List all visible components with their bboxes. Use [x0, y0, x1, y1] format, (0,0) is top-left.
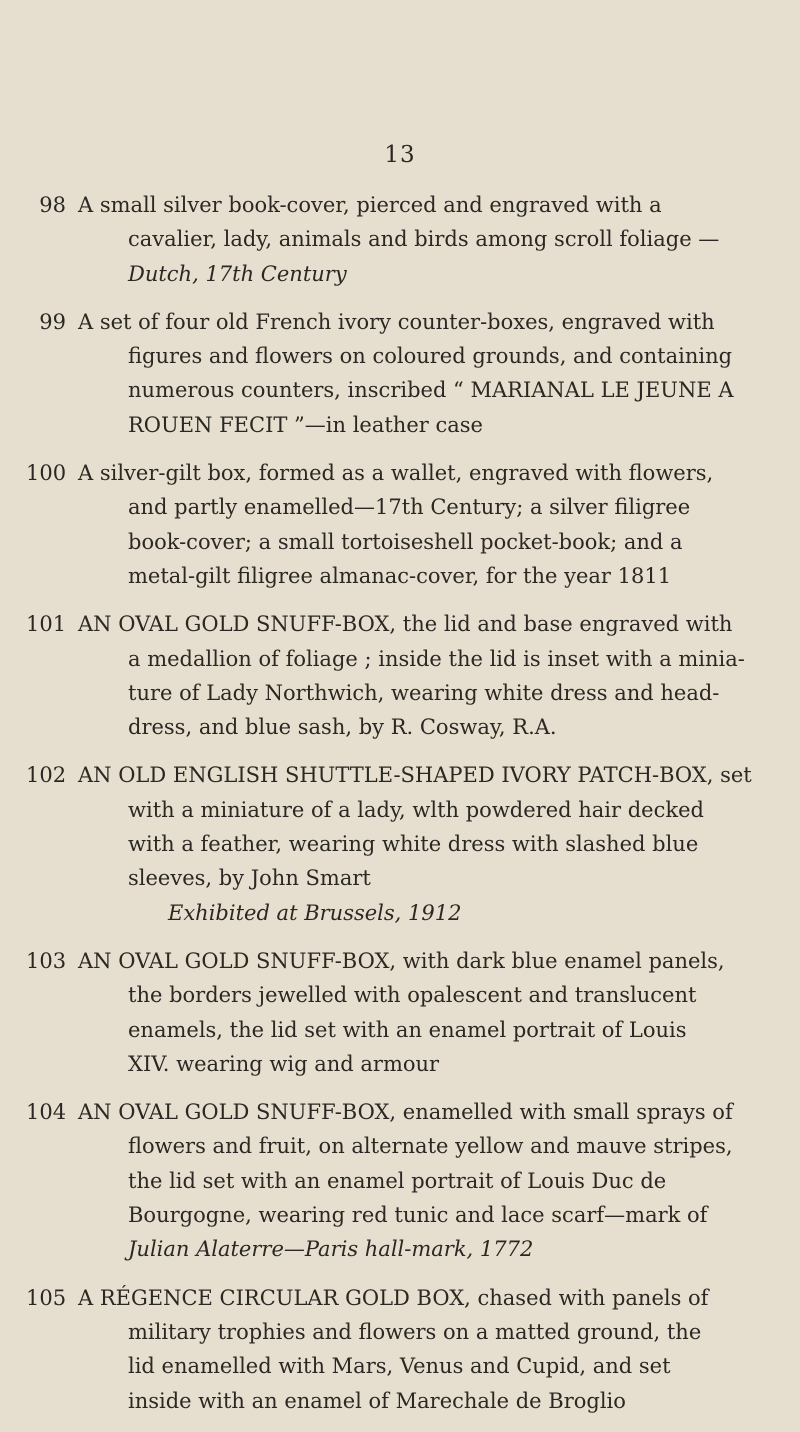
entry-description [78, 607, 800, 744]
entry-line: enamels, the lid set with an enamel portrait of Louis [128, 1017, 687, 1042]
catalogue-entry [0, 944, 800, 1081]
entry-line: A small silver book-cover, pierced and engraved with a [78, 193, 662, 217]
entry-line: figures and flowers on coloured grounds, and containing [128, 344, 733, 369]
entry-line: cavalier, lady, animals and birds among scroll foliage — [128, 227, 720, 252]
entry-line: Julian Alaterre—Paris hall-mark, 1772 [128, 1237, 534, 1262]
entry-line: Bourgogne, wearing red tunic and lace scarf—mark of [128, 1203, 708, 1228]
lot-number: 102 [26, 763, 67, 788]
catalogue-entry [0, 607, 800, 744]
entry-line: AN OVAL GOLD SNUFF-BOX, with dark blue enamel panels, [78, 948, 725, 973]
catalogue-entry [0, 758, 800, 929]
catalogue-entries [0, 188, 800, 1432]
entry-description [78, 944, 800, 1081]
catalogue-entry [0, 1095, 800, 1266]
entry-line: a medallion of foliage ; inside the lid is inset with a minia- [128, 646, 745, 671]
entry-description [78, 456, 800, 593]
entry-line: the borders jewelled with opalescent and translucent [128, 983, 697, 1008]
page-number: 13 [384, 142, 416, 168]
entry-line: and partly enamelled—17th Century; a silver filigree [128, 495, 691, 520]
entry-line: A silver-gilt box, formed as a wallet, engraved with flowers, [78, 461, 714, 486]
entry-line: Exhibited at Brussels, 1912 [168, 900, 462, 925]
entry-line: A set of four old French ivory counter-boxes, engraved with [78, 309, 715, 334]
entry-line: dress, and blue sash, by R. Cosway, R.A. [128, 715, 557, 740]
entry-line: ture of Lady Northwich, wearing white dress and head- [128, 680, 720, 705]
lot-number: 101 [26, 612, 67, 637]
lot-number: 99 [39, 309, 66, 334]
entry-line: AN OVAL GOLD SNUFF-BOX, the lid and base engraved with [78, 612, 733, 637]
entry-description [78, 1281, 800, 1418]
catalogue-entry [0, 1281, 800, 1418]
catalogue-entry [0, 188, 800, 291]
lot-number: 105 [26, 1285, 67, 1310]
entry-description [78, 1095, 800, 1266]
entry-line: AN OVAL GOLD SNUFF-BOX, enamelled with small sprays of [78, 1100, 733, 1125]
lot-number: 100 [26, 461, 67, 486]
entry-line: with a feather, wearing white dress with slashed blue [128, 832, 699, 857]
entry-line: book-cover; a small tortoiseshell pocket-book; and a [128, 529, 683, 554]
entry-line: ROUEN FECIT ”—in leather case [128, 412, 483, 437]
catalogue-entry [0, 456, 800, 593]
entry-line: Dutch, 17th Century [128, 261, 347, 286]
entry-line: inside with an enamel of Marechale de Broglio [128, 1388, 626, 1413]
entry-line: AN OLD ENGLISH SHUTTLE-SHAPED IVORY PATCH-BOX, set [78, 763, 752, 788]
entry-description [78, 305, 800, 442]
entry-line: with a miniature of a lady, wlth powdered hair decked [128, 797, 704, 822]
lot-number: 104 [26, 1100, 67, 1125]
entry-line: the lid set with an enamel portrait of Louis Duc de [128, 1168, 667, 1193]
lot-number: 98 [39, 193, 66, 217]
entry-line: metal-gilt filigree almanac-cover, for the year 1811 [128, 563, 672, 588]
entry-line: numerous counters, inscribed “ MARIANAL LE JEUNE A [128, 378, 734, 403]
catalogue-entry [0, 305, 800, 442]
entry-line: military trophies and flowers on a matted ground, the [128, 1319, 702, 1344]
lot-number: 103 [26, 948, 67, 973]
entry-line: lid enamelled with Mars, Venus and Cupid, and set [128, 1354, 671, 1379]
entry-line: XIV. wearing wig and armour [128, 1051, 440, 1076]
entry-line: A RÉGENCE CIRCULAR GOLD BOX, chased with panels of [78, 1285, 709, 1310]
entry-description [78, 758, 800, 929]
entry-line: sleeves, by John Smart [128, 866, 371, 891]
entry-line: flowers and fruit, on alternate yellow and mauve stripes, [128, 1134, 733, 1159]
entry-description [78, 188, 800, 291]
